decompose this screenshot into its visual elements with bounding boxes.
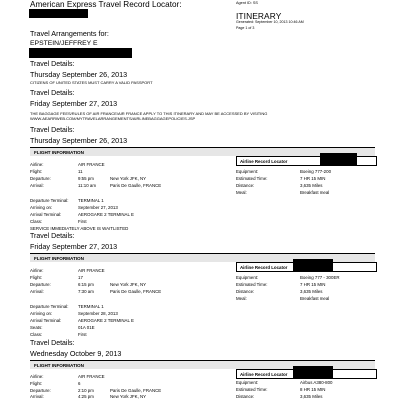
distance-value: 3,635 Miles bbox=[300, 289, 323, 294]
redacted-record-locator bbox=[29, 9, 88, 18]
passport-note: CITIZENS OF UNITED STATES MUST CARRY A VALID PASSPORT bbox=[30, 80, 153, 85]
departure-terminal-label: Departure Terminal: bbox=[30, 198, 69, 203]
airline-value: AIR FRANCE bbox=[78, 374, 105, 379]
travel-details-label: Travel Details: bbox=[30, 340, 75, 347]
departure-place: New York JFK, NY bbox=[110, 282, 147, 287]
redacted-airline-locator bbox=[320, 153, 357, 165]
arrival-time: 7:30 am bbox=[78, 289, 94, 294]
departure-label: Departure: bbox=[30, 388, 51, 393]
flight-information-title: FLIGHT INFORMATION bbox=[34, 362, 84, 368]
distance-value: 3,635 Miles bbox=[300, 394, 323, 399]
travel-date: Wednesday October 9, 2013 bbox=[30, 349, 122, 358]
travel-details-label: Travel Details: bbox=[30, 233, 75, 240]
class-value: First bbox=[78, 219, 87, 224]
class-label: Class: bbox=[30, 219, 43, 224]
flight-label: Flight: bbox=[30, 275, 42, 280]
flight-information-title: FLIGHT INFORMATION bbox=[34, 255, 84, 261]
agent-id: Agent ID: SS bbox=[236, 1, 258, 5]
airline-label: Airline: bbox=[30, 374, 44, 379]
class-label: Class: bbox=[30, 332, 43, 337]
distance-label: Distance: bbox=[236, 183, 255, 188]
travel-details-label: Travel Details: bbox=[30, 90, 75, 97]
distance-label: Distance: bbox=[236, 289, 255, 294]
distance-value: 3,635 Miles bbox=[300, 183, 323, 188]
waitlist-remark: SERVICE IMMEDIATELY ABOVE IS WAITLISTED bbox=[30, 226, 129, 231]
meal-value: Breakfast meal bbox=[300, 190, 330, 195]
arrival-time: 11:10 am bbox=[78, 183, 96, 188]
travel-date: Friday September 27, 2013 bbox=[30, 99, 118, 108]
airline-record-locator-label: Airline Record Locator bbox=[240, 371, 288, 377]
flight-label: Flight: bbox=[30, 381, 42, 386]
seats-value: 01A 01E bbox=[78, 325, 95, 330]
estimated-time-value: 7 HR 15 MIN bbox=[300, 176, 326, 181]
flight-number: 6 bbox=[78, 381, 81, 386]
arriving-on-value: September 27, 2013 bbox=[78, 205, 118, 210]
departure-place: Paris De Gaulle, FRANCE bbox=[110, 388, 162, 393]
travel-date: Thursday September 26, 2013 bbox=[30, 70, 128, 79]
flight-number: 11 bbox=[78, 169, 83, 174]
meal-value: Breakfast meal bbox=[300, 296, 330, 301]
redacted-airline-locator bbox=[293, 366, 333, 378]
travel-date: Thursday September 26, 2013 bbox=[30, 136, 128, 145]
arrival-label: Arrival: bbox=[30, 289, 44, 294]
arrival-place: Paris De Gaulle, FRANCE bbox=[110, 183, 162, 188]
arriving-on-label: Arriving on: bbox=[30, 311, 53, 316]
equipment-label: Equipment: bbox=[236, 275, 259, 280]
arrival-terminal-label: Arrival Terminal: bbox=[30, 212, 62, 217]
arriving-on-value: September 28, 2013 bbox=[78, 311, 118, 316]
departure-time: 9:55 pm bbox=[78, 176, 94, 181]
airline-record-locator-label: Airline Record Locator bbox=[240, 158, 288, 164]
travel-date: Friday September 27, 2013 bbox=[30, 242, 118, 251]
departure-time: 6:15 pm bbox=[78, 282, 94, 287]
seats-label: Seats: bbox=[30, 325, 43, 330]
equipment-value: Boeing 777-200 bbox=[300, 169, 332, 174]
airline-value: AIR FRANCE bbox=[78, 268, 105, 273]
airline-record-locator-label: Airline Record Locator bbox=[240, 264, 288, 270]
generated-timestamp: Generated: September 10, 2013 10:46 AM bbox=[236, 20, 304, 24]
equipment-label: Equipment: bbox=[236, 169, 259, 174]
airline-label: Airline: bbox=[30, 268, 44, 273]
equipment-value: Airbus A380-800 bbox=[300, 380, 333, 385]
estimated-time-label: Estimated Time: bbox=[236, 282, 268, 287]
airline-value: AIR FRANCE bbox=[78, 162, 105, 167]
departure-terminal-value: TERMINAL 1 bbox=[78, 304, 104, 309]
estimated-time-value: 7 HR 15 MIN bbox=[300, 282, 326, 287]
departure-label: Departure: bbox=[30, 282, 51, 287]
passenger-name: EPSTEIN/JEFFREY E bbox=[30, 40, 98, 47]
arrival-place: New York JFK, NY bbox=[110, 394, 147, 399]
departure-place: New York JFK, NY bbox=[110, 176, 147, 181]
flight-information-title: FLIGHT INFORMATION bbox=[34, 149, 84, 155]
page-indicator: Page 1 of 3 bbox=[236, 26, 255, 30]
travel-arrangements-label: Travel Arrangements for: bbox=[30, 29, 109, 38]
baggage-note: THE BAGGAGE FEES/RULES OF AIR FRANCE/AIR FRANCE APPLY TO THIS ITINERARY AND MAY BE ACCESSED BY VISITING WWW.AEARRWEB.COM/MYTRAVELARRANGEMENTS/AIRLINEBAGGAGEPOLICIES.JSP bbox=[30, 111, 268, 122]
travel-details-label: Travel Details: bbox=[30, 127, 75, 134]
travel-record-locator-title: American Express Travel Record Locator: bbox=[30, 0, 182, 9]
departure-terminal-label: Departure Terminal: bbox=[30, 304, 69, 309]
redacted-passenger-info bbox=[29, 48, 132, 58]
arrival-terminal-value: AEROGARE 2 TERMINAL E bbox=[78, 212, 134, 217]
estimated-time-label: Estimated Time: bbox=[236, 387, 268, 392]
arrival-terminal-label: Arrival Terminal: bbox=[30, 318, 62, 323]
equipment-value: Boeing 777 - 300ER bbox=[300, 275, 340, 280]
arrival-place: Paris De Gaulle, FRANCE bbox=[110, 289, 162, 294]
arrival-time: 4:25 pm bbox=[78, 394, 94, 399]
arrival-label: Arrival: bbox=[30, 394, 44, 399]
departure-label: Departure: bbox=[30, 176, 51, 181]
travel-details-label: Travel Details: bbox=[30, 61, 75, 68]
estimated-time-value: 8 HR 15 MIN bbox=[300, 387, 326, 392]
estimated-time-label: Estimated Time: bbox=[236, 176, 268, 181]
departure-time: 2:10 pm bbox=[78, 388, 94, 393]
departure-terminal-value: TERMINAL 1 bbox=[78, 198, 104, 203]
distance-label: Distance: bbox=[236, 394, 255, 399]
arriving-on-label: Arriving on: bbox=[30, 205, 53, 210]
flight-label: Flight: bbox=[30, 169, 42, 174]
arrival-terminal-value: AEROGARE 2 TERMINAL E bbox=[78, 318, 134, 323]
meal-label: Meal: bbox=[236, 190, 247, 195]
meal-label: Meal: bbox=[236, 296, 247, 301]
itinerary-heading: ITINERARY bbox=[236, 11, 282, 21]
airline-label: Airline: bbox=[30, 162, 44, 167]
flight-number: 17 bbox=[78, 275, 83, 280]
equipment-label: Equipment: bbox=[236, 380, 259, 385]
class-value: First bbox=[78, 332, 87, 337]
redacted-airline-locator bbox=[293, 259, 333, 271]
arrival-label: Arrival: bbox=[30, 183, 44, 188]
